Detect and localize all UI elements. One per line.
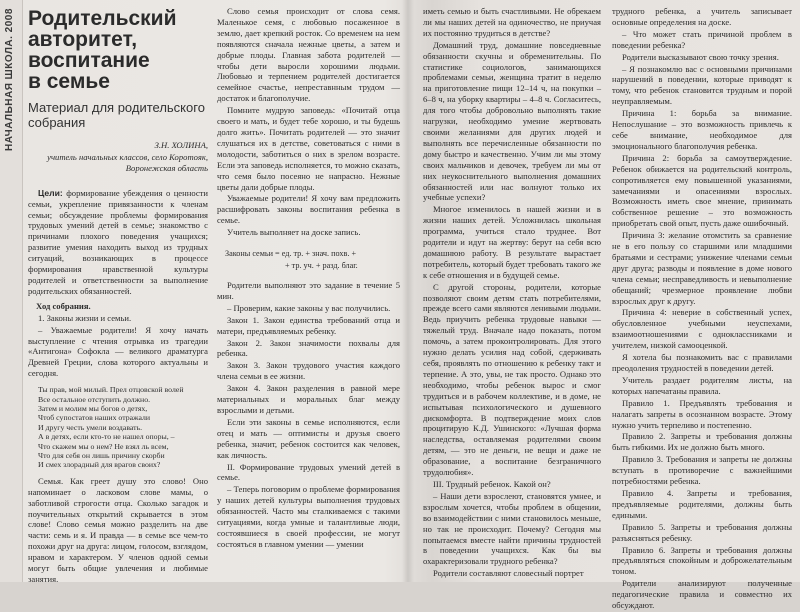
meeting-course-heading: Ход собрания.	[36, 300, 91, 311]
paragraph: Родители составляют словесный портрет	[433, 568, 584, 579]
paragraph: Родители высказывают свою точку зрения.	[622, 51, 779, 62]
poem-line: Чтоб супостатов наших отражали	[38, 413, 151, 423]
author-name: З.Н. ХОЛИНА,	[154, 140, 208, 150]
laws-formula	[225, 248, 400, 272]
section-heading: 1. Законы жизни и семьи.	[38, 312, 132, 323]
paragraph: Родители выполняют это задание в течение 5 мин.	[217, 280, 400, 301]
poem-line: Затем и молим мы богов о детях,	[38, 403, 148, 413]
title-line: воспитание	[28, 49, 150, 72]
law-item: Закон 3. Закон трудового участия каждого члена семьи в ее жизни.	[217, 360, 400, 382]
goals-text: формирование убеждения о ценности семьи, укрепление привязанности к членам семьи; обсуждение проблемы формирования трудовых умений детей в семье; знакомство с причинами плохого поведения учащихся; развитие умения находить выход из трудных ситуаций, возникающих в процессе формирования нравственной культуры родителей и ответственности за выполнение родительских обязанностей.	[28, 187, 208, 296]
formula-line: Законы семьи = ед. тр. + знач. похв. +	[225, 249, 357, 259]
paragraph: Слово семья происходит от слова семя. Маленькое семя, с любовью посаженное в землю, дает крепкий росток. Со временем на нем появляются сначала нежные цветы, а затем и добрые плоды. Главная забота родителей — чтобы дети выросли хорошими людьми. Любовью и терпением родителей достигается семейное счастье, непреставнным трудом — достаток и благополучие.	[217, 6, 400, 104]
author-region: Воронежская область	[125, 162, 208, 173]
column-4	[612, 6, 792, 612]
poem-line: Что скажем мы о нем? Не взял ль всем,	[38, 441, 169, 451]
poem-line: И смех злорадный для врагов своих?	[38, 460, 161, 470]
article-title	[28, 8, 208, 92]
paragraph: Домашний труд, домашние повседневные обязанности скучны и обременительны. По статистике социологов, занимающихся проблемами семьи, женщина тратит в неделю на приготовление пищи 12–14 ч, на покупки – 6–8 ч, на уборку квартиры – 4–8 ч. Согласитесь, для того чтобы добровольно выполнять такие нагрузки, необходимо умение жертвовать своими желаниями для других людей и выполнять все перечисленные обязанности по дому быстро и качественно. Учим ли мы этому своих мальчиков и девочек, требуем ли мы от них неукоснительного выполнения домашних обязанностей или нас волнуют только их учебные успехи?	[423, 39, 601, 203]
paragraph: Учитель выполняет на доске запись.	[227, 227, 361, 238]
rule-item: Правило 5. Запреты и требования должны разъясняться ребенку.	[612, 521, 792, 543]
rule-item: Правило 1. Предъявлять требования и налагать запреты в осознанном возрасте. Этому нужно учить терпеливо и постепенно.	[612, 397, 792, 430]
column-2	[217, 6, 400, 551]
paragraph: – Проверим, какие законы у вас получились.	[227, 302, 391, 313]
paragraph: трудного ребенка, а учитель записывает основные определения на доске.	[612, 6, 792, 27]
poem-excerpt	[38, 385, 208, 470]
page-spine	[402, 0, 414, 582]
goals-paragraph	[28, 188, 208, 297]
reason-item: Причина 4: неверие в собственный успех, обусловленное учебными неуспехами, взаимоотношениями с одноклассниками и учителем, низкой самооценкой.	[612, 307, 792, 351]
paragraph: Я хотела бы познакомить вас с правилами преодоления трудностей в поведении детей.	[612, 352, 792, 373]
law-item: Закон 4. Закон разделения в равной мере материальных и моральных благ между взрослыми и детьми.	[217, 383, 400, 415]
poem-line: Все остальное отступить должно.	[38, 394, 151, 404]
paragraph: – Я познакомлю вас с основными причинами нарушений в поведении, которые приводят к тому, что ребенок становится трудным и порой неуправляемым.	[612, 63, 792, 107]
paragraph: Семья. Как греет душу это слово! Оно напоминает о ласковом слове мамы, о заботливой строгости отца. Сколько загадок и поучительных открытий скрывается в этом слове! Слово семья можно разделить на две части: семь и я. И правда — в семье все чем-то похожи друг на друга: лицом, голосом, взглядом, нравом и характером. У членов одной семьи могут быть общие увлечения и любимые занятия.	[28, 475, 208, 584]
reason-item: Причина 1: борьба за внимание. Непослушание – это возможность привлечь к себе внимание, необходимое для эмоционального благополучия ребенка.	[612, 108, 792, 151]
section-heading: III. Трудный ребенок. Какой он?	[433, 478, 551, 489]
title-line: Родительский	[28, 7, 177, 30]
paragraph: Помните мудрую заповедь: «Почитай отца своего и мать, и будет тебе хорошо, и ты будешь долго жить». Почитать родителей — это значит слушаться их в детстве, советоваться с ними в молодости, заботиться о них в зрелом возрасте. Если эта заповедь исполняется, то можно сказать, что семя было посеяно не напрасно. Нежные цветы дали добрые плоды.	[217, 105, 400, 192]
rule-item: Правило 2. Запреты и требования должны быть гибкими. Их не должно быть много.	[612, 431, 792, 453]
law-item: Закон 1. Закон единства требований отца и матери, предъявляемых ребенку.	[217, 314, 400, 336]
paragraph: – Уважаемые родители! Я хочу начать выступление с чтения отрывка из трагедии «Антигона» Софокла — великого драматурга Древней Греции, слова которого актуальны и сегодня.	[28, 324, 208, 379]
article-subtitle: Материал для родительского собрания	[28, 100, 205, 130]
author-position: учитель начальных классов, село Коротояк,	[47, 151, 208, 162]
paragraph: – Теперь поговорим о проблеме формирования у наших детей культуры выполнения трудовых обязанностей. Часто мы сталкиваемся с такими ситуациями, когда умные и талантливые люди, состоявшиеся в своей профессии, не могут состояться в главном умении — умении	[217, 484, 400, 549]
title-line: авторитет,	[28, 28, 138, 51]
paragraph: Многое изменилось в нашей жизни и в жизни наших детей. Усложнилась школьная программа, учиться стало труднее. Вот родители и идут на жертву: берут на себя всю домашнюю работу. В результате вырастает потребитель, который будет требовать такого же к себе отношения и в будущей семье.	[423, 204, 601, 280]
reason-item: Причина 3: желание отомстить за сравнение не в его пользу со старшими или младшими братьями и сестрами; унижение членами семьи друг друга; разводы и появление в доме нового члена семьи; несправедливость и невыполнение обещаний; чрезмерное проявление любви взрослых друг к другу.	[612, 230, 792, 306]
side-strip	[0, 0, 23, 582]
title-line: в семье	[28, 70, 110, 93]
paragraph: Учитель раздает родителям листы, на которых напечатаны правила.	[612, 374, 792, 396]
law-item: Закон 2. Закон значимости похвалы для ребенка.	[217, 337, 400, 359]
paragraph: – Наши дети взрослеют, становятся умнее, и взрослым хочется, чтобы проблем в общении, во взаимодействии с ними становилось меньше, но так не происходит. Почему? Сегодня мы попытаемся вместе найти причины трудностей в поведении учащихся. Как бы вы охарактеризовали трудного ребенка?	[423, 490, 601, 567]
column-1	[28, 6, 208, 586]
rule-item: Правило 4. Запреты и требования, предъявляемые родителями, должны быть едиными.	[612, 487, 792, 520]
poem-line: А в детях, если кто-то не нашел опоры, –	[38, 432, 175, 442]
rule-item: Правило 6. Запреты и требования должны предъявляться спокойным и доброжелательным тоном.	[612, 544, 792, 577]
poem-line: Ты прав, мой милый. Прел отцовской волей	[38, 385, 184, 395]
paragraph: С другой стороны, родители, которые позволяют своим детям стать потребителями, прежде всего сами являются ленивыми людьми. Ведь приучить ребенка трудовые навыки — тяжелый труд. Вначале надо показать, потом помочь, а затем проконтролировать. Для этого нужно делать усилия над собой, сдерживать себя, проявлять по отношению к ребенку такт и терпение. А это, увы, не так просто. Однако это необходимо, чтобы ребенок вырос и смог трудиться и в рабочем коллективе, и в доме, не испытывая психологического и душевного дискомфорта. В подтверждение моих слов процитирую К.Д. Ушинского: «Лучшая форма наследства, оставляемая родителями своим детям, — это не деньги, не вещи и даже не образование, а воспитание безграничного трудолюбия».	[423, 281, 601, 478]
reason-item: Причина 2: борьба за самоутверждение. Ребенок обижается на родительский контроль, сопротивляется ему повышенной указаниями, замечаниями и опасениями взрослых. Возможность иметь свое мнение, принимать собственное решение – это возможность приобретать свой опыт, пусть даже ошибочный.	[612, 152, 792, 229]
goals-label: Цели:	[38, 187, 63, 198]
paragraph: – Что может стать причиной проблем в поведении ребенка?	[612, 28, 792, 50]
poem-line: Что для себя он лишь причину скорби	[38, 450, 165, 460]
paragraph: Родители анализируют полученные педагогические правила и совместно их обсуждают.	[612, 578, 792, 611]
poem-line: И другу честь умели воздавать.	[38, 422, 143, 432]
magazine-issue-label: НАЧАЛЬНАЯ ШКОЛА. 2008	[4, 8, 15, 151]
paragraph: Если эти законы в семье исполняются, если отец и мать — оптимисты и друзья своего ребенка, значит, ребенок состоится как человек, как личность.	[217, 416, 400, 460]
section-heading: II. Формирование трудовых умений детей в семье.	[217, 461, 400, 483]
column-3	[423, 6, 601, 580]
formula-line: + тр. уч. + разд. благ.	[285, 261, 358, 271]
paragraph: иметь семью и быть счастливыми. Не обрекаем ли мы наших детей на одиночество, не приучая их постоянно трудиться в детстве?	[423, 6, 601, 38]
paragraph: Уважаемые родители! Я хочу вам предложить расшифровать законы воспитания ребенка в семье.	[217, 193, 400, 226]
rule-item: Правило 3. Требования и запреты не должны вступать в противоречие с важнейшими потребностями ребенка.	[612, 454, 792, 487]
author-info	[28, 152, 208, 174]
